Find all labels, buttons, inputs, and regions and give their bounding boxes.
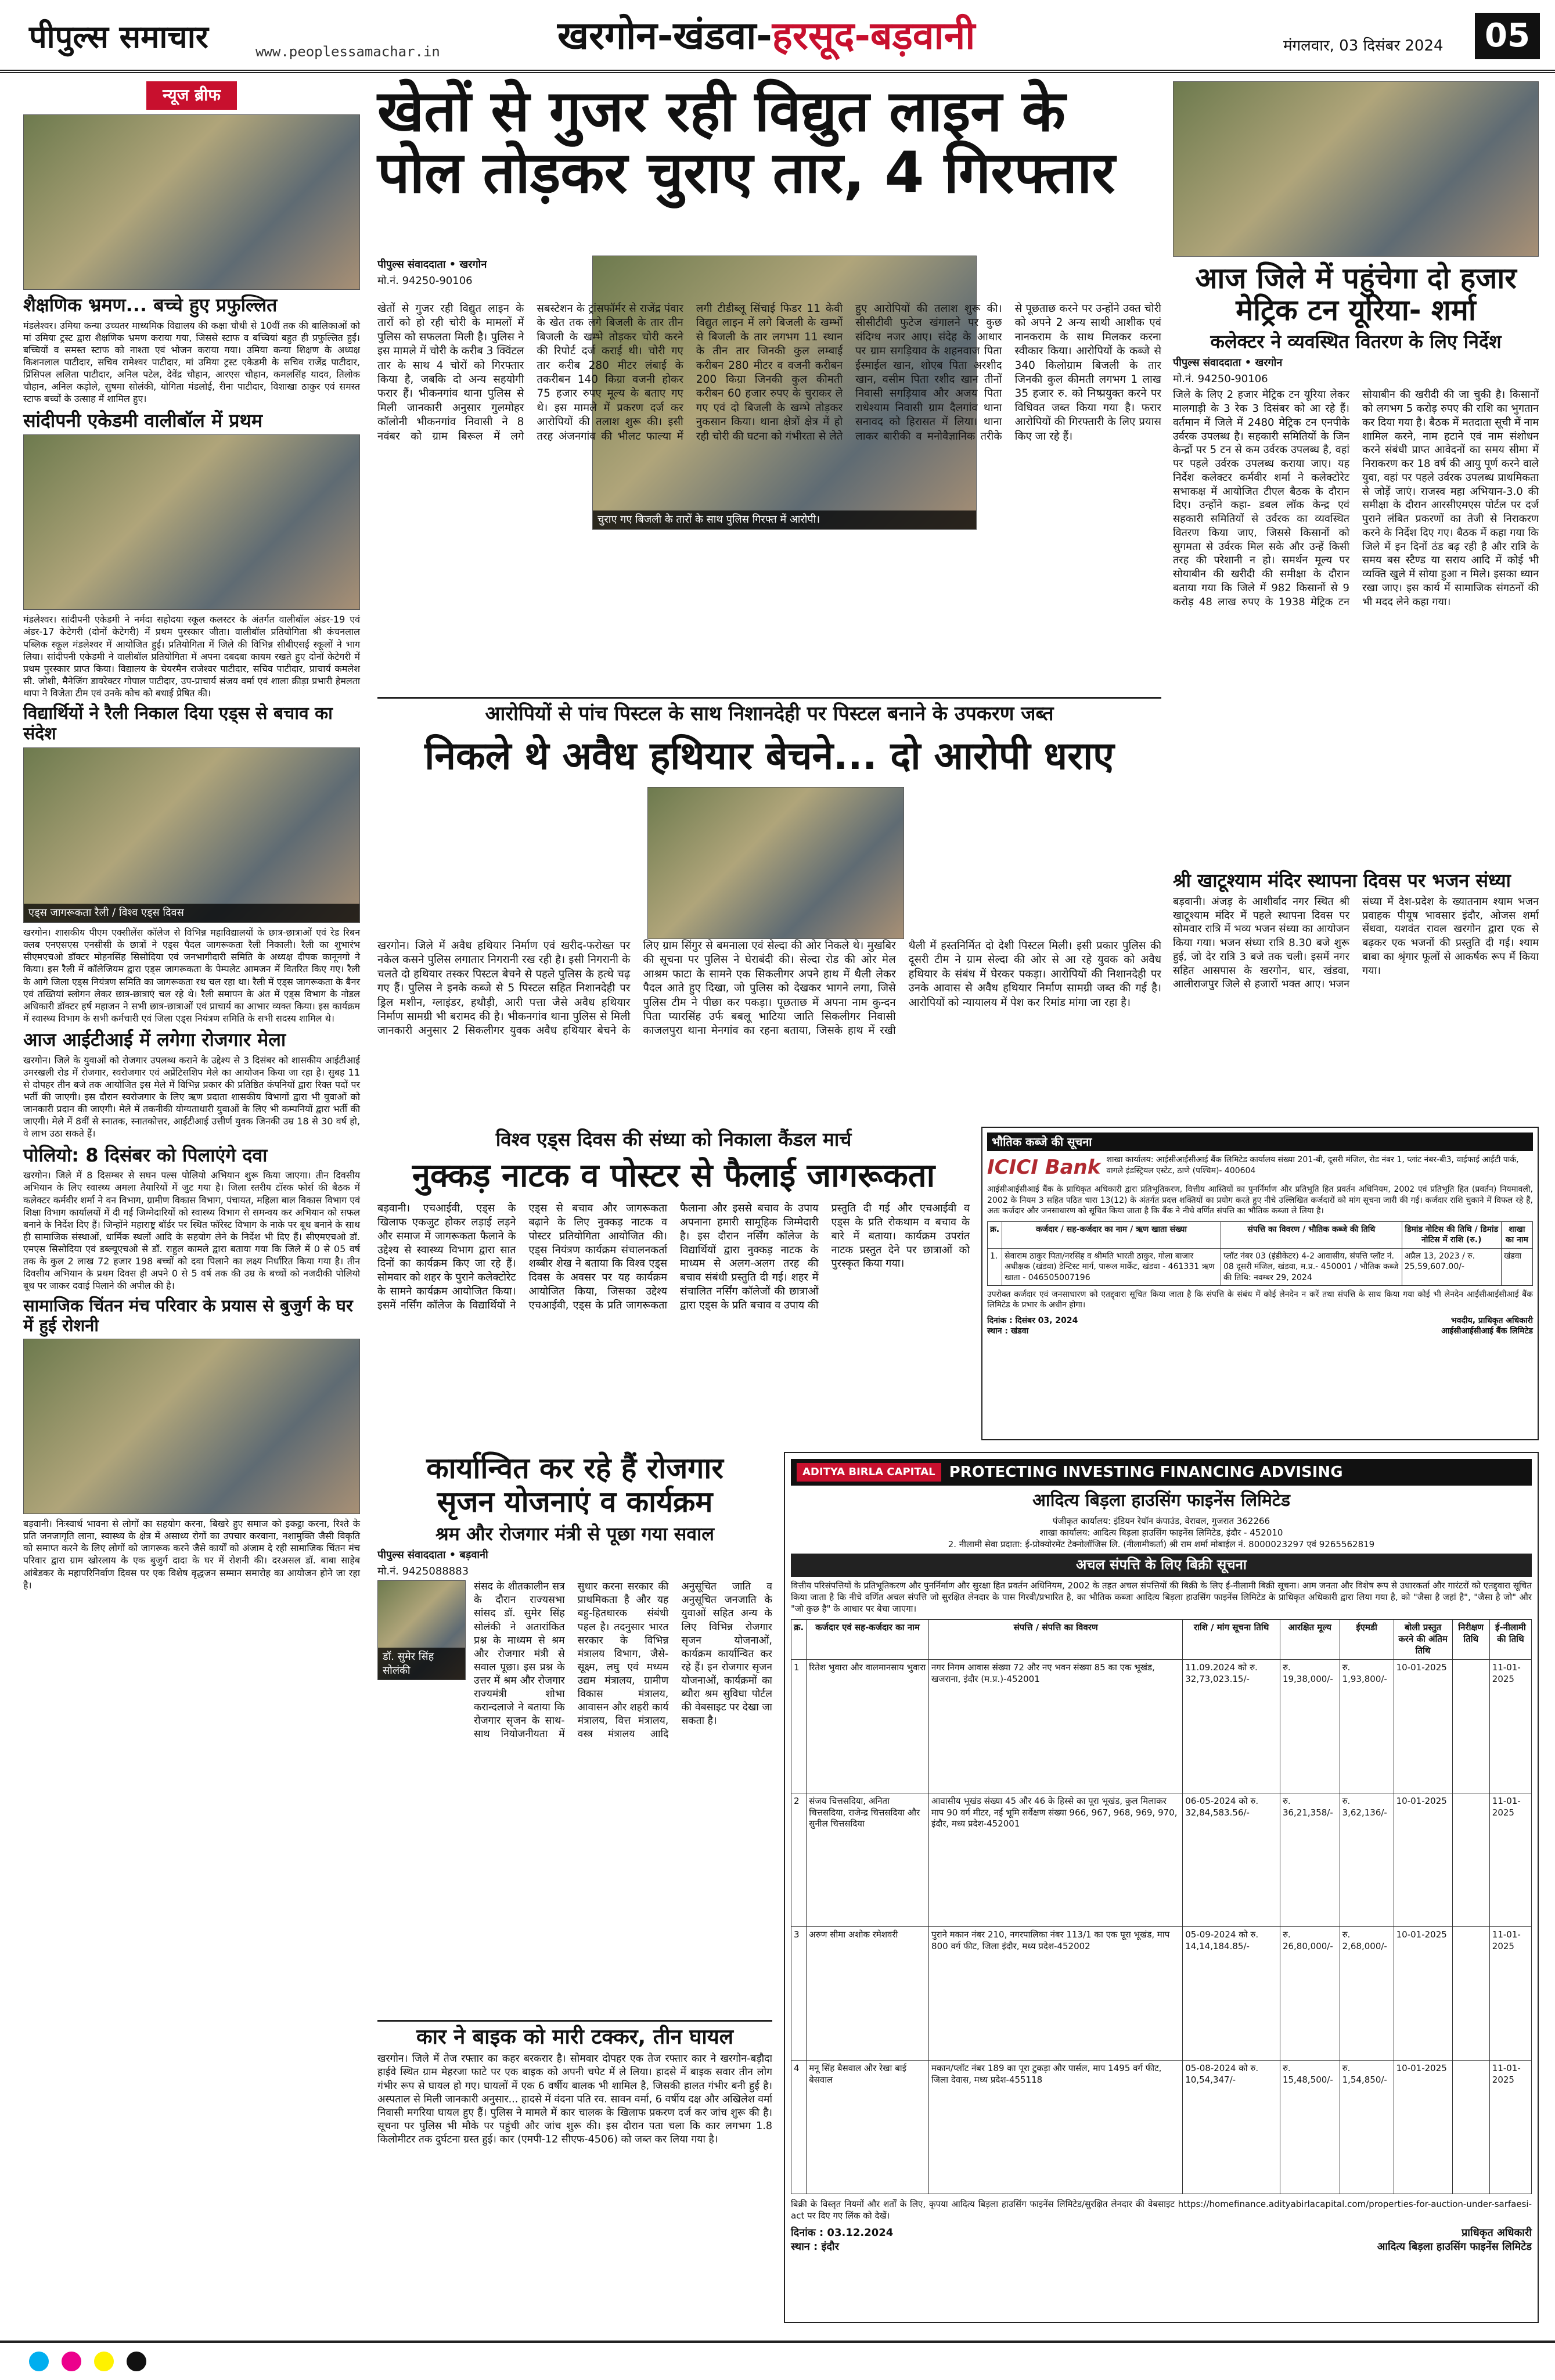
region-red: हरसूद-बड़वानी — [772, 13, 976, 58]
lead-mobile: मो.नं. 94250-90106 — [377, 274, 473, 287]
employment-byline: पीपुल्स संवाददाता • बड़वानी — [377, 1548, 488, 1561]
brief-body-4: खरगोन। जिले के युवाओं को रोजगार उपलब्ध कराने के उद्देश्य से 3 दिसंबर को शासकीय आईटीआई उमरखली रोड में रोजगार, स्वरोजगार एवं अप्रेंटिसशिप मेले का आयोजन किया जा रहा है। सुबह 11 से दोपहर तीन बजे तक आयोजित इस मेले में विभिन्न प्रकार की प्रतिष्ठित कंपनियों द्वारा रिक्त पदों पर भर्ती की जाएगी। इस दौरान स्वरोजगार के लिए ऋण प्रदाता शासकीय विभागों द्वारा भी युवाओं को जानकारी प्रदान की जाएगी। मेले में तकनीकी योग्यताधारी युवाओं के लिए भी कम्पनियों द्वारा भर्ती की जाएगी। मेले में 8वीं से स्नातक, स्नातकोत्तर, आईटीआई उत्तीर्ण युवक जिनकी उम्र 18 से 30 वर्ष हो, वे लाभ उठा सकते हैं। — [23, 1054, 360, 1139]
employment-subhead: श्रम और रोजगार मंत्री से पूछा गया सवाल — [435, 1523, 714, 1545]
region-black: खरगोन-खंडवा- — [557, 13, 772, 58]
aditya-place: स्थान : इंदौर — [791, 2241, 839, 2253]
urea-byline: पीपुल्स संवाददाता • खरगोन — [1173, 356, 1283, 369]
table-row: 2 संजय चित्तसदिया, अनिता चित्तसदिया, राजेन्द्र चित्तसदिया और सुनील चित्तसदिया आवासीय भूखंड संख्या 45 और 46 के हिस्से का पूरा भूखंड, कुल मिलाकर माप 90 वर्ग मीटर, नई भूमि सर्वेक्षण संख्या 966, 967, 968, 969, 970, इंदौर, मध्य प्रदेश-452001 06-05-2024 को रु. 32,84,583.56/- रु. 36,21,358/- रु. 3,62,136/- 10-01-2025 11-01-2025 — [791, 1793, 1532, 1926]
issue-date: मंगलवार, 03 दिसंबर 2024 — [1283, 37, 1444, 55]
employment-headline-2: सृजन योजनाएं व कार्यक्रम — [437, 1484, 713, 1519]
icici-col-2: संपत्ति का विवरण / भौतिक कब्जे की तिथि — [1221, 1221, 1402, 1248]
aids-kicker: विश्व एड्स दिवस की संध्या को निकाला कैंडल मार्च — [495, 1128, 852, 1151]
brief-title-4: आज आईटीआई में लगेगा रोजगार मेला — [23, 1028, 286, 1051]
website-link[interactable]: www.peoplessamachar.in — [255, 44, 440, 60]
aditya-reg-office: पंजीकृत कार्यालय: इंडियन रेयॉन कंपाउंड, वेरावल, गुजरात 362266 — [1052, 1515, 1270, 1526]
icici-notice — [981, 1127, 1539, 1440]
employment-mobile: मो.नं. 9425088883 — [377, 1565, 469, 1577]
weapons-headline: निकले थे अवैध हथियार बेचने... दो आरोपी धराए — [424, 733, 1114, 778]
icici-sign-2: आईसीआईसीआई बैंक लिमिटेड — [1441, 1326, 1533, 1336]
table-row: 3 अरुण सीमा अशोक रमेशवरी पुराने मकान नंबर 210, नगरपालिका नंबर 113/1 का एक पूरा भूखंड, माप 800 वर्ग फीट, जिला इंदौर, मध्य प्रदेश-452002 05-09-2024 को रु. 14,14,184.85/- रु. 26,80,000/- रु. 2,68,000/- 10-01-2025 11-01-2025 — [791, 1926, 1532, 2060]
brief-title-3: विद्यार्थियों ने रैली निकाल दिया एड्स से बचाव का संदेश — [23, 703, 333, 744]
icici-table — [987, 1221, 1533, 1286]
icici-col-3: डिमांड नोटिस की तिथि / डिमांड नोटिस में राशि (रु.) — [1402, 1221, 1501, 1248]
aditya-sign-2: आदित्य बिड़ला हाउसिंग फाइनेंस लिमिटेड — [1377, 2241, 1532, 2253]
aditya-date: दिनांक : 03.12.2024 — [791, 2227, 894, 2239]
print-registration-bar — [0, 2341, 1555, 2380]
weapons-story — [377, 697, 1161, 1101]
brief-body-3: खरगोन। शासकीय पीएम एक्सीलेंस कॉलेज से विभिन्न महाविद्यालयों के छात्र-छात्राओं एवं रेड रिबन क्लब एनएसएस एनसीसी के छात्रों ने एड्स पैदल जागरूकता रैली निकाली। रैली का शुभारंभ सीएमएचओ डॉक्टर मोहनसिंह सिसोदिया एवं जनभागीदारी समिति के अध्यक्ष दीपक कानूनगो ने किया। इस रैली में कॉलेजियम द्वारा एड्स जागरूकता के पेम्पलेट आमजन में वितरित किए गए। रैली के आगे जिला एड्स नियंत्रण समिति का जागरूकता रथ चल रहा था। रैली में एड्स जागरूकता के बैनर एवं तख्तियां स्लोगन लेकर छात्र-छात्राएं चल रहे थे। रैली समापन के अंत में एड्स विभाग के नोडल अधिकारी डॉक्टर हर्ष महाजन ने सभी छात्र-छात्राओं एवं प्राचार्य का आभार व्यक्त किया। इस कार्यक्रम में स्वास्थ्य विभाग के सभी कर्मचारी एवं जिला एड्स नियंत्रण समिति के सभी सदस्य शामिल थे। — [23, 927, 360, 1024]
aditya-branch-office: शाखा कार्यालय: आदित्य बिड़ला हाउसिंग फाइनेंस लिमिटेड, इंदौर - 452010 — [1039, 1527, 1283, 1538]
urea-mobile: मो.नं. 94250-90106 — [1173, 372, 1268, 385]
brief-body-6: बड़वानी। निःस्वार्थ भावना से लोगों का सहयोग करना, बिखरे हुए समाज को इकट्ठा करना, रिश्ते के प्रति जनजागृति लाना, स्वास्थ्य के क्षेत्र में असाध्य रोगों का उपचार करवाना, नशामुक्ति जैसी विकृति को समाप्त करने के लिए लोगों को जागरूक करने जैसे कार्यों को अंजाम दे रही सामाजिक चिंतन मंच परिवार द्वारा ग्राम खोरलाय के एक बुजुर्ग दादा के घर में रोशनी की। दरअसल डॉ. बाबा साहेब आंबेडकर के महापरिनिर्वाण दिवस पर एक विशेष वृद्धजन सम्मान समारोह का आयोजन होने जा रहा है। — [23, 1518, 360, 1591]
employment-headline-1: कार्यान्वित कर रहे हैं रोजगार — [426, 1451, 723, 1485]
icici-col-4: शाखा का नाम — [1501, 1221, 1532, 1248]
urea-subhead: कलेक्टर ने व्यवस्थित वितरण के लिए निर्देश — [1210, 330, 1502, 353]
aditya-contact: 2. नीलामी सेवा प्रदाता: ई-प्रोक्योरमेंट टेक्नोलॉजिस लि. (नीलामीकर्ता) श्री राम शर्मा मोबाईल नं. 8000023297 एवं 9265562819 — [948, 1538, 1375, 1549]
table-row: 1. सेवाराम ठाकुर पिता/नरसिंह व श्रीमति भारती ठाकुर, गोला बाजार अधीक्षक (खंडवा) डेन्टिस्ट मार्ग, पारूल मार्केट, खंडवा - 461331 ऋण खाता - 046505007196 प्लॉट नंबर 03 (इंडीकेटर) 4-2 आवासीय, संपत्ति प्लॉट नं. 08 दूसरी मंजिल, खंडवा, म.प्र.- 450001 / भौतिक कब्जे की तिथि: नवम्बर 29, 2024 अप्रैल 13, 2023 / रु. 25,59,607.00/- खंडवा — [988, 1248, 1533, 1285]
aids-story — [377, 1127, 970, 1439]
weapons-photo — [647, 787, 904, 939]
aditya-tagline: PROTECTING INVESTING FINANCING ADVISING — [949, 1464, 1343, 1481]
bhajan-body: बड़वानी। अंजड़ के आशीर्वाद नगर स्थित श्री खाटूश्याम मंदिर में पहले स्थापना दिवस पर सोमवार रात्रि में भव्य भजन संध्या का आयोजन किया गया। भजन संध्या रात्रि 8.30 बजे शुरू हुई, जो देर रात्रि 3 बजे तक चली। इसमें नगर सहित आसपास के खरगोन, धार, खंडवा, आलीराजपुर जिले से हजारों भक्त आए। भजन संध्या में देश-प्रदेश के ख्यातनाम श्याम भजन प्रवाहक पीयूष भावसार इंदौर, ओजस शर्मा सेंधवा, यशवंत रावल खरगोन द्वारा एक से बढ़कर एक भजनों की प्रस्तुति दी गई। श्याम बाबा का श्रृंगार फूलों से आकर्षक रूप में किया गया। — [1173, 895, 1539, 991]
news-brief-tag: न्यूज ब्रीफ — [146, 81, 237, 110]
icici-col-0: क्र. — [988, 1221, 1002, 1248]
aditya-sale-intro: वित्तीय परिसंपत्तियों के प्रतिभूतिकरण और पुनर्निर्माण और सुरक्षा हित प्रवर्तन अधिनियम, 2002 के तहत अचल संपत्तियों की बिक्री के लिए ई-नीलामी बिक्री सूचना। आम जनता और विशेष रूप से उधारकर्ता और गारंटरों को एतद्द्वारा सूचित किया जाता है कि नीचे वर्णित अचल संपत्ति जो सुरक्षित लेनदार के पास गिरवी/प्रभारित है, का भौतिक कब्जा आदित्य बिड़ला हाउसिंग फाइनेंस लिमिटेड के प्राधिकृत अधिकारी द्वारा लिया गया है, को "जैसा है जहां है", "जैसा है जो" और "जो कुछ है" के आधार पर बेचा जाएगा। — [791, 1580, 1532, 1614]
lead-byline: पीपुल्स संवाददाता • खरगोन — [377, 258, 487, 271]
lead-body: खेतों से गुजर रही विद्युत लाइन के तारों को हो रही चोरी के मामलों में पुलिस को सफलता मिली है। पुलिस ने इस मामले में चोरी के करीब 3 क्विंटल तार के साथ 4 चोरों को गिरफ्तार किया है, जबकि दो अन्य सहयोगी फरार हैं। भीकनगांव थाना पुलिस से मिली जानकारी अनुसार गुलमोहर कॉलोनी भीकनगांव निवासी ने 8 नवंबर को ग्राम बिरूल में लगे सबस्टेशन के ट्रांसफॉर्मर से राजेंद्र पंवार के खेत तक लगे बिजली के तार तीन बिजली के खम्भे तोड़कर चोरी करने की रिपोर्ट दर्ज कराई थी। चोरी गए तार करीब 280 मीटर लंबाई के तकरीबन 140 किग्रा वजनी होकर 75 हजार रुपए मूल्य के बताए गए थे। इस मामले में प्रकरण दर्ज कर आरोपियों की तलाश शुरू की। इसी तरह अंजनगांव की भीलट फाल्या में लगी टीडीब्लू सिंचाई फिडर 11 केवी विद्युत लाइन में लगे बिजली के खम्भों से बिजली के तार लगभग 11 स्थान के तीन तार जिनकी कुल लम्बाई करीबन 280 मीटर व वजनी करीबन 200 किग्रा जिनकी कुल कीमती करीबन 60 हजार रुपए के चुराकर ले गए एवं दो बिजली के खम्भे तोड़कर नुकसान किया। थाना क्षेत्रों क्षेत्र में हो रही चोरी की घटना को गंभीरता से लेते हुए आरोपियों की तलाश शुरू की। सीसीटीवी फुटेज खंगालने पर कुछ संदिग्ध नजर आए। संदेह के आधार पर ग्राम सगड़ियाव के शहनवाज पिता ईस्माईल खान, शोएब पिता अरशीद खान, वसीम पिता रशीद खान तीनों निवासी सगड़ियाव और अजय पिता राधेश्याम निवासी ग्राम दैलगांव थाना सनावद को हिरासत में लिया। थाना लाकर बारीकी व मनोवैज्ञानिक तरीके से पूछताछ करने पर उन्होंने उक्त चोरी को अपने 2 अन्य साथी आशीक एवं नानकराम के साथ मिलकर करना स्वीकार किया। आरोपियों के कब्जे से 340 किलोग्राम बिजली के तार जिनकी कुल कीमती लगभग 1 लाख 35 हजार रु. को निष्प्रयुक्त करने पर विधिवत जब्त किया गया है। फरार आरोपियों की गिरफ्तारी के लिए प्रयास किए जा रहे हैं। — [377, 303, 1161, 443]
brief-title-6: सामाजिक चिंतन मंच परिवार के प्रयास से बुजुर्ग के घर में हुई रोशनी — [23, 1296, 353, 1335]
accident-headline: कार ने बाइक को मारी टक्कर, तीन घायल — [377, 2020, 772, 2049]
urea-story — [1173, 81, 1539, 915]
brief-photo-1 — [23, 114, 360, 290]
urea-headline-1: आज जिले में पहुंचेगा दो हजार — [1195, 261, 1517, 295]
page-header — [0, 0, 1555, 73]
aids-headline: नुक्कड़ नाटक व पोस्टर से फैलाई जागरूकता — [412, 1156, 935, 1195]
masthead-logo: पीपुल्स समाचार — [29, 19, 208, 55]
icici-date: दिनांक : दिसंबर 03, 2024 — [987, 1315, 1078, 1325]
lead-story-body-area — [377, 256, 1161, 685]
brief-photo-3 — [23, 747, 360, 923]
aditya-sign-1: प्राधिकृत अधिकारी — [1462, 2227, 1532, 2239]
brief-photo-3-banner: एड्स जागरूकता रैली / विश्व एड्स दिवस — [24, 904, 359, 922]
urea-headline-2: मेट्रिक टन यूरिया- शर्मा — [1236, 293, 1476, 327]
icici-sign-1: भवदीय, प्राधिकृत अधिकारी — [1450, 1315, 1533, 1325]
brief-body-1: मंडलेश्वर। उमिया कन्या उच्चतर माध्यमिक विद्यालय की कक्षा चौथी से 10वीं तक की बालिकाओं को मां उमिया ट्रस्ट द्वारा शैक्षणिक भ्रमण कराया गया, जिससे स्टाफ व बच्चियां बहुत ही प्रफुल्लित हुईं। बच्चियों व समस्त स्टाफ को नाश्ता एवं भोजन कराया गया। उमिया कन्या शिक्षण के अध्यक्ष किशनलाल पाटीदार, सचिव रामेश्वर पाटीदार, मां उमिया ट्रस्ट एकेडमी के सचिव राजेंद्र पाटीदार, प्रिंसिपल ललिता पाटीदार, अनिल पटेल, देवेंद्र चौहान, आरएस चौहान, कमलसिंह यादव, तिलोक चौहान, अनिल कड़ोले, सुषमा सोलंकी, योगिता मंडलोई, रीना पाटीदार, विशाखा ठाकुर एवं समस्त स्टाफ बच्चों के उत्साह में शामिल हुए। — [23, 319, 360, 405]
aditya-company: आदित्य बिड़ला हाउसिंग फाइनेंस लिमिटेड — [1032, 1490, 1290, 1511]
magenta-dot-icon — [62, 2352, 81, 2371]
icici-office: शाखा कार्यालय: आईसीआईसीआई बैंक लिमिटेड कार्यालय संख्या 201-बी, दूसरी मंजिल, रोड नंबर 1, प्लांट नंबर-बी3, वाईफाई आईटी पार्क, वागले इंडस्ट्रियल एस्टेट, ठाणे (पश्चिम)- 400604 — [1106, 1155, 1519, 1175]
lead-story — [377, 78, 1161, 206]
aditya-footer-note: बिक्री के विस्तृत नियमों और शर्तों के लिए, कृपया आदित्य बिड़ला हाउसिंग फाइनेंस लिमिटेड/सुरक्षित लेनदार की वेबसाइट https://homefinance.adityabirlacapital.com/properties-for-auction-under-sarfaesi-act पर दिए गए लिंक को देखें। — [791, 2198, 1532, 2221]
icici-col-1: कर्जदार / सह-कर्जदार का नाम / ऋण खाता संख्या — [1002, 1221, 1221, 1248]
aditya-sale-title: अचल संपत्ति के लिए बिक्री सूचना — [791, 1554, 1532, 1577]
brief-title-2: सांदीपनी एकेडमी वालीबॉल में प्रथम — [23, 409, 263, 432]
icici-logo: ICICI Bank — [987, 1156, 1101, 1180]
lead-photo-caption: चुराए गए बिजली के तारों के साथ पुलिस गिरफ्त में आरोपी। — [593, 510, 976, 529]
aditya-table: क्र. कर्जदार एवं सह-कर्जदार का नाम संपत्ति / संपत्ति का विवरण राशि / मांग सूचना तिथि आरक्षित मूल्य ईएमडी बोली प्रस्तुत करने की अंतिम तिथि निरीक्षण तिथि ई-नीलामी की तिथि 1 रितेश भुवारा और वालमानसाय भुवारा नगर निगम आवास संख्या 72 और नए भवन संख्या 85 का एक भूखंड, खजराना, इंदौर (म.प्र.)-452001 11.09.2024 को रु. 32,73,023.15/- रु. 19,38,000/- रु. 1,93,800/- 10-01-2025 11-01-2025 2 संजय चित्तसदिया, अनिता चित्तसदिया, राजेन्द्र चित्तसदिया और सुनील चित्तसदिया आवासीय भूखंड संख्या 45 और 46 के हिस्से का पूरा भूखंड, कुल मिलाकर माप 90 वर्ग मीटर, नई भूमि सर्वेक्षण संख्या 966, 967, 968, 969, 970, इंदौर, मध्य प्रदेश-452001 06-05-2024 को रु. 32,84,583.56/- रु. 36,21,358/- रु. 3,62,136/- 10-01-2025 11-01-2025 3 अरुण सीमा अशोक रमेशवरी पुराने मकान नंबर 210, नगरपालिका नंबर 113/1 का एक पूरा भूखंड, माप 800 वर्ग फीट, जिला इंदौर, मध्य प्रदेश-452002 05-09-2024 को रु. 14,14,184.85/- रु. 26,80,000/- रु. 2,68,000/- 10-01-2025 11-01-2025 4 मनू सिंह बैसवाल और रेखा बाई बेसवाल मकान/प्लॉट नंबर 189 का पूरा टुकड़ा और पार्सल, माप 1495 वर्ग फीट, जिला देवास, मध्य प्रदेश-455118 05-08-2024 को रु. 10,54,347/- रु. 15,48,500/- रु. 1,54,850/- 10-01-2025 11-01-2025 — [791, 1619, 1532, 2194]
page-number: 05 — [1475, 13, 1540, 59]
accident-body: खरगोन। जिले में तेज रफ्तार का कहर बरकरार है। सोमवार दोपहर एक तेज रफ्तार कार ने खरगोन-बड़ौदा हाईवे स्थित ग्राम मेहरजा फाटे पर एक बाइक को अपनी चपेट में ले लिया। हादसे में बाइक सवार तीन लोग गंभीर रूप से घायल हो गए। घायलों में एक 6 वर्षीय बालक भी शामिल है, जिसकी हालत गंभीर बनी हुई है। अस्पताल से मिली जानकारी अनुसार... हादसे में वंदना पति रव. सावन वर्मा, 6 वर्षीय दक्ष और अखिलेश वर्मा निवासी मगरिया घायल हुए हैं। पुलिस ने मामले में कार चालक के खिलाफ प्रकरण दर्ज कर जांच शुरू की है। सूचना पर पुलिस भी मौके पर पहुंची और जांच शुरू की। इस दौरान पता चला कि कार लगभग 1.8 किलोमीटर तक दुर्घटना ग्रस्त हुई। कार (एमपी-12 सीएफ-4506) को जब्त कर लिया गया है। — [377, 2053, 772, 2145]
news-brief-column — [23, 81, 360, 2329]
lead-headline-2: पोल तोड़कर चुराए तार, 4 गिरफ्तार — [377, 139, 1115, 206]
icici-note: उपरोक्त कर्जदार एवं जनसाधारण को एतद्द्वारा सूचित किया जाता है कि संपत्ति के संबंध में कोई लेनदेन न करें तथा संपत्ति के साथ किया गया कोई भी लेनदेन आईसीआईसीआई बैंक लिमिटेड के प्रभार के अधीन होगा। — [987, 1290, 1533, 1310]
table-row: 1 रितेश भुवारा और वालमानसाय भुवारा नगर निगम आवास संख्या 72 और नए भवन संख्या 85 का एक भूखंड, खजराना, इंदौर (म.प्र.)-452001 11.09.2024 को रु. 32,73,023.15/- रु. 19,38,000/- रु. 1,93,800/- 10-01-2025 11-01-2025 — [791, 1659, 1532, 1793]
table-row: 4 मनू सिंह बैसवाल और रेखा बाई बेसवाल मकान/प्लॉट नंबर 189 का पूरा टुकड़ा और पार्सल, माप 1495 वर्ग फीट, जिला देवास, मध्य प्रदेश-455118 05-08-2024 को रु. 10,54,347/- रु. 15,48,500/- रु. 1,54,850/- 10-01-2025 11-01-2025 — [791, 2060, 1532, 2194]
aditya-birla-notice — [784, 1452, 1539, 2323]
aids-body: बड़वानी। एचआईवी, एड्स के खिलाफ एकजुट होकर लड़ाई लड़ने और समाज में जागरूकता फैलाने के उद्देश्य से स्वास्थ्य विभाग द्वारा सात दिनों का कार्यक्रम किए जा रहे हैं। सोमवार को शहर के पुराने कलेक्टोरेट के सामने कार्यक्रम आयोजित किया। इसमें नर्सिंग कॉलेज के विद्यार्थियों ने एड्स से बचाव और जागरूकता बढ़ाने के लिए नुक्कड़ नाटक व पोस्टर प्रतियोगिता आयोजित की। एड्स नियंत्रण कार्यक्रम संचालनकर्ता शब्बीर शेख ने बताया कि विश्व एड्स दिवस के अवसर पर यह कार्यक्रम आयोजित किया, जिसका उद्देश्य एचआईवी, एड्स के प्रति जागरूकता फैलाना और इससे बचाव के उपाय अपनाना हमारी सामूहिक जिम्मेदारी है। इस दौरान नर्सिंग कॉलेज के विद्यार्थियों द्वारा नुक्कड़ नाटक के माध्यम से अलग-अलग तरह की बचाव संबंधी प्रस्तुति दी गई। शहर में संचालित नर्सिंग कॉलेजों की छात्राओं द्वारा एड्स के प्रति बचाव व उपाय की प्रस्तुति दी गई और एचआईवी व एड्स के प्रति रोकथाम व बचाव के बारे में बताया। कार्यक्रम उपरांत नाटक प्रस्तुत देने पर छात्राओं को पुरस्कृत किया गया। — [377, 1202, 970, 1311]
accident-story — [377, 2015, 772, 2301]
brief-photo-6 — [23, 1339, 360, 1514]
brief-body-2: मंडलेश्वर। सांदीपनी एकेडमी ने नर्मदा सहोदया स्कूल कलस्टर के अंतर्गत वालीबॉल अंडर-19 एवं अंडर-17 केटेगरी (दोनों केटेगरी) में प्रथम पुरस्कार जीता। वालीबॉल प्रतियोगिता श्री कंचनलाल पब्लिक स्कूल मंडलेश्वर में आयोजित हुई। प्रतियोगिता में जिले की विभिन्न सीबीएसई स्कूलों ने भाग लिया। सांदीपनी एकेडमी ने वालीबॉल प्रतियोगिता में अपना दबदबा कायम रखते हुए दोनों केटेगरी में प्रथम पुरस्कार प्राप्त किया। विद्यालय के चेयरमैन राजेश्वर पाटीदार, सचिव पाटीदार, प्राचार्य कमलेश सी. जोशी, मैनेजिंग डायरेक्टर गोपाल पाटीदार, उप-प्राचार्य संजय वर्मा एवं शाला क्रीड़ा प्रभारी हेमलता थापा ने विजेता टीम एवं उनके कोच को बधाई प्रेषित की। — [23, 614, 360, 699]
brief-body-5: खरगोन। जिले में 8 दिसम्बर से सघन पल्स पोलियो अभियान शुरू किया जाएगा। तीन दिवसीय अभियान के लिए स्वास्थ्य अमला तैयारियों में जुट गया है। जिला स्तरीय टॉस्क फोर्स की बैठक में कलेक्टर कर्मवीर शर्मा ने वन विभाग, ग्रामीण विकास विभाग, पंचायत, महिला बाल विकास विभाग एवं शिक्षा विभाग कार्यालयों में दी गई जिम्मेदारियों को स्वास्थ्य विभाग से समन्वय कर अभियान को सफल बनाने के निर्देश दिए हैं। जिन्होंने महाराष्ट्र बॉर्डर पर स्थित फॉरेस्ट विभाग के नाके पर बूथ बनाने के साथ ही सामाजिक संस्थाओं, धार्मिक स्थलों आदि के सहयोग लेने के निर्देश भी दिए हैं। सीएमएचओ डॉ. एमएस सिसोदिया एवं डब्ल्यूएचओ से डॉ. राहुल कामले द्वारा बताया गया कि जिले में 0 से 05 वर्ष तक के कुल 2 लाख 72 हजार 198 बच्चों को दवा पिलाने का लक्ष्य निर्धारित किया गया है। तीन दिवसीय अभियान के प्रथम दिवस ही अपने 0 से 5 वर्ष तक की उम्र के बच्चों को नजदीकी पोलियो बूथ पर जाकर दवाई पिलाने की अपील की है। — [23, 1170, 360, 1292]
black-dot-icon — [127, 2352, 146, 2371]
employment-body: संसद के शीतकालीन सत्र के दौरान राज्यसभा सांसद डॉ. सुमेर सिंह सोलंकी ने अतारांकित प्रश्न के माध्यम से श्रम और रोजगार मंत्री से सवाल पूछा। इस प्रश्न के उत्तर में श्रम और रोजगार राज्यमंत्री शोभा करान्दलाजे ने बताया कि रोजगार सृजन के साथ-साथ नियोजनीयता में सुधार करना सरकार की प्राथमिकता है और यह बहु-हितधारक संबंधी पहल है। तदनुसार भारत सरकार के विभिन्न मंत्रालय विभाग, जैसे- सूक्ष्म, लघु एवं मध्यम उद्यम मंत्रालय, ग्रामीण विकास मंत्रालय, आवासन और शहरी कार्य मंत्रालय, वित्त मंत्रालय, वस्त्र मंत्रालय आदि अनुसूचित जाति व अनुसूचित जनजाति के युवाओं सहित अन्य के लिए विभिन्न रोजगार सृजन योजनाओं, कार्यक्रम कार्यान्वित कर रहे हैं। इन रोजगार सृजन योजनाओं, कार्यक्रमों का ब्यौरा श्रम सुविधा पोर्टल की वेबसाइट पर देखा जा सकता है। — [474, 1581, 772, 1741]
icici-intro: आईसीआईसीआई बैंक के प्राधिकृत अधिकारी द्वारा प्रतिभूतिकरण, वित्तीय आस्तियों का पुनर्निर्माण और प्रतिभूति हित प्रवर्तन अधिनियम, 2002 एवं प्रतिभूति हित (प्रवर्तन) नियमावली, 2002 के नियम 3 सहित पठित धारा 13(12) के अंतर्गत प्रदत्त शक्तियों का प्रयोग करते हुए नीचे उल्लिखित कर्जदारों को मांग सूचना जारी की गई। कर्जदार राशि चुकाने में विफल रहे हैं, अतः कर्जदार और जनसाधारण को सूचित किया जाता है कि बैंक ने नीचे वर्णित संपत्ति का भौतिक कब्जा ले लिया है। — [987, 1185, 1533, 1216]
icici-title: भौतिक कब्जे की सूचना — [987, 1133, 1533, 1151]
brief-title-5: पोलियो: 8 दिसंबर को पिलाएंगे दवा — [23, 1144, 268, 1166]
bhajan-story — [1173, 865, 1539, 1074]
weapons-body: खरगोन। जिले में अवैध हथियार निर्माण एवं खरीद-फरोख्त पर नकेल कसने पुलिस लगातार निगरानी रख रही है। इसी निगरानी के चलते दो हथियार तस्कर पिस्टल बेचने से पहले पुलिस के हत्थे चढ़ गए हैं। पुलिस ने इनके कब्जे से 5 पिस्टल सहित निशानदेही पर ड्रिल मशीन, ग्लाइंडर, हथौड़ी, आरी पत्ता जैसे अवैध हथियार निर्माण सामग्री भी बरामद की है। भीकनगांव थाना पुलिस से मिली जानकारी अनुसार 2 सिकलीगर युवक अवैध हथियार बेचने के लिए ग्राम सिंगुर से बमनाला एवं सेल्दा की ओर निकले थे। मुखबिर की सूचना पर पुलिस ने घेराबंदी की। सेल्दा रोड की ओर मेल आश्रम फाटा के सामने एक सिकलीगर अपने हाथ में थैली लेकर पैदल आते हुए दिखा, जो पुलिस को देखकर भागने लगा, जिसे पुलिस टीम ने पीछा कर पकड़ा। पूछताछ में अपना नाम कुन्दन पिता प्यारसिंह उर्फ बबलू भाटिया जाति सिकलीगर निवासी काजलपुरा थाना मेनगांव का रहना बताया, जिसके हाथ में रखी थैली में हस्तनिर्मित दो देशी पिस्टल मिली। इसी प्रकार पुलिस की दूसरी टीम ने ग्राम सेल्दा की ओर से आ रहे युवक को अवैध हथियार के संबंध में घेरकर पकड़ा। आरोपियों की निशानदेही पर उनके आवास से अवैध हथियार निर्माण सामग्री जब्त की गई है। आरोपियों को न्यायालय में पेश कर रिमांड मांगा जा रहा है। — [377, 939, 1161, 1037]
brief-photo-2 — [23, 434, 360, 610]
urea-body: जिले के लिए 2 हजार मेट्रिक टन यूरिया लेकर मालगाड़ी के 3 रेक 3 दिसंबर को आ रहे हैं। वर्तमान में जिले में 2480 मेट्रिक टन एनपीके उर्वरक उपलब्ध है। सहकारी समितियों के जिन केन्द्रों पर 5 टन से कम उर्वरक उपलब्ध है, वहां पर पहले उर्वरक उपलब्ध कराया जाए। यह निर्देश कलेक्टर कर्मवीर शर्मा ने कलेक्टोरेट सभाकक्ष में आयोजित टीएल बैठक के दौरान दिए। उन्होंने कहा- डबल लॉक केन्द्र एवं सहकारी समितियों से उर्वरक का व्यवस्थित वितरण किया जाए, जिससे किसानों को सुगमता से उर्वरक मिल सके और उन्हें किसी तरह की परेशानी न हो। समर्थन मूल्य पर सोयाबीन की खरीदी की समीक्षा के दौरान बताया गया कि जिले में 982 किसानों से 9 करोड़ 48 लाख रुपए के 1938 मेट्रिक टन सोयाबीन की खरीदी की जा चुकी है। किसानों को लगभग 5 करोड़ रुपए की राशि का भुगतान कर दिया गया है। बैठक में मतदाता सूची में नाम शामिल करने, नाम हटाने एवं नाम संशोधन करने संबंधी प्राप्त आवेदनों का समय सीमा में निराकरण कर 18 वर्ष की आयु पूर्ण करने वाले युवा, वहां पर पहले उर्वरक उपलब्ध प्राथमिकता से जोड़ें जाएं। राजस्व महा अभियान-3.0 की समीक्षा के दौरान आरसीएमएस पोर्टल पर दर्ज पुराने लंबित प्रकरणों का तेजी से निराकरण करने के निर्देश दिए गए। बैठक में कहा गया कि जिले में इन दिनों ठंड बढ़ रही है और रात्रि के समय बस स्टैण्ड या सराय आदि में कोई भी व्यक्ति खुले में सोया हुआ न मिले। इसका ध्यान रखा जाए। इस कार्य में सामाजिक संगठनों की भी मदद लेने कहा गया। — [1173, 389, 1539, 608]
urea-photo — [1173, 81, 1539, 257]
yellow-dot-icon — [94, 2352, 114, 2371]
weapons-kicker: आरोपियों से पांच पिस्टल के साथ निशानदेही पर पिस्टल बनाने के उपकरण जब्त — [377, 697, 1161, 727]
icici-place: स्थान : खंडवा — [987, 1326, 1029, 1336]
brief-title-1: शैक्षणिक भ्रमण... बच्चे हुए प्रफुल्लित — [23, 293, 278, 316]
mp-photo-caption: डॉ. सुमेर सिंह सोलंकी — [378, 1648, 465, 1680]
mp-portrait-photo — [377, 1580, 466, 1680]
employment-story — [377, 1452, 772, 1899]
cyan-dot-icon — [29, 2352, 49, 2371]
region-title — [557, 10, 975, 61]
bhajan-headline: श्री खाटूश्याम मंदिर स्थापना दिवस पर भजन संध्या — [1173, 869, 1511, 891]
lead-headline-1: खेतों से गुजर रही विद्युत लाइन के — [377, 78, 1066, 145]
aditya-logo: ADITYA BIRLA CAPITAL — [797, 1463, 941, 1482]
